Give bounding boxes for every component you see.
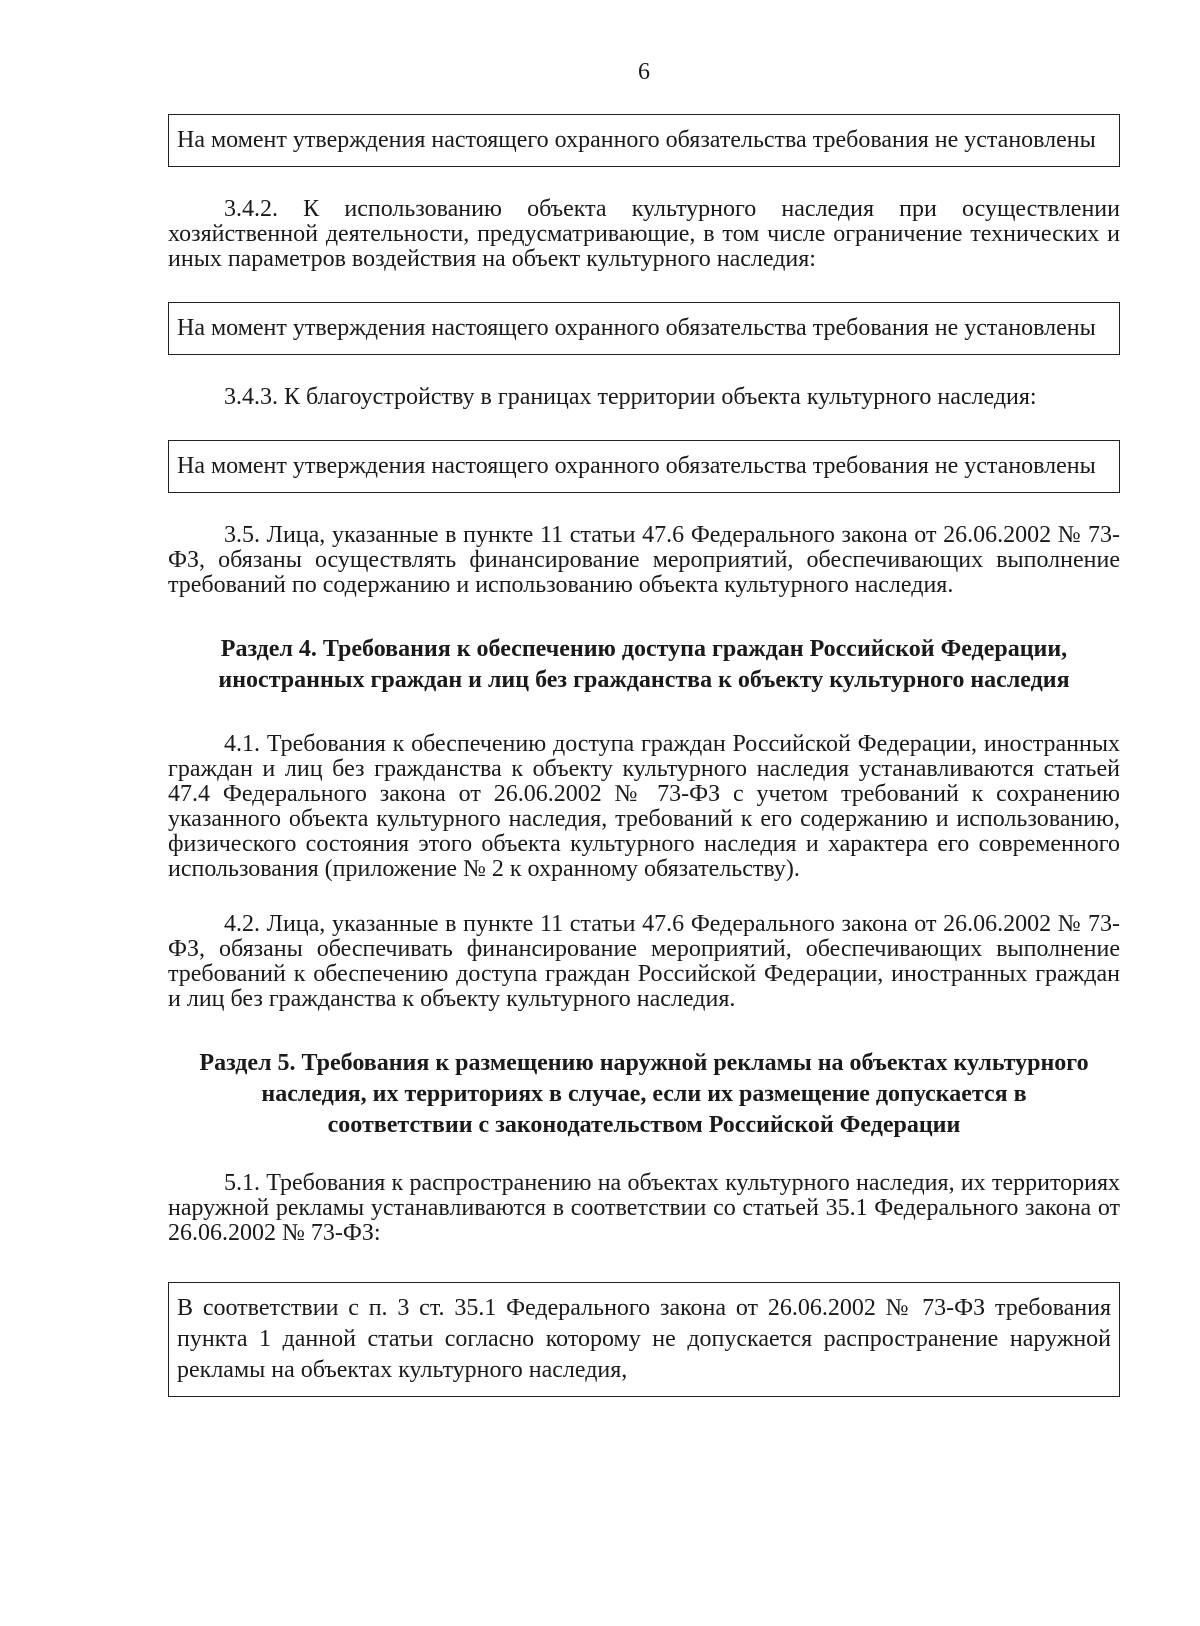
section-5-heading: Раздел 5. Требования к размещению наружной рекламы на объектах культурного наследия, их территориях в случае, если их размещение допускается в соответствии с законодательством Российской Федерации	[199, 1050, 1089, 1138]
section-4-heading: Раздел 4. Требования к обеспечению доступа граждан Российской Федерации, иностранных граждан и лиц без гражданства к объекту культурного наследия	[218, 636, 1070, 693]
document-page	[168, 58, 1120, 1397]
page-number: 6	[638, 59, 650, 85]
requirements-box-2: На момент утверждения настоящего охранного обязательства требования не установлены	[168, 302, 1120, 355]
paragraph-3-4-3: 3.4.3. К благоустройству в границах территории объекта культурного наследия:	[224, 384, 1037, 410]
paragraph-3-5: 3.5. Лица, указанные в пункте 11 статьи 47.6 Федерального закона от 26.06.2002 № 73-ФЗ, обязаны осуществлять финансирование мероприятий, обеспечивающих выполнение требований по содержанию и использованию объекта культурного наследия.	[168, 522, 1120, 598]
advertising-requirements-box: В соответствии с п. 3 ст. 35.1 Федерального закона от 26.06.2002 № 73-ФЗ требования пункта 1 данной статьи согласно которому не допускается распространение наружной рекламы на объектах культурного наследия,	[168, 1282, 1120, 1397]
requirements-box-3: На момент утверждения настоящего охранного обязательства требования не установлены	[168, 440, 1120, 493]
paragraph-5-1: 5.1. Требования к распространению на объектах культурного наследия, их территориях наружной рекламы устанавливаются в соответствии со статьей 35.1 Федерального закона от 26.06.2002 № 73-ФЗ:	[168, 1170, 1120, 1246]
paragraph-3-4-2: 3.4.2. К использованию объекта культурного наследия при осуществлении хозяйственной деятельности, предусматривающие, в том числе ограничение технических и иных параметров воздействия на объект культурного наследия:	[168, 196, 1120, 272]
requirements-box-1: На момент утверждения настоящего охранного обязательства требования не установлены	[168, 114, 1120, 167]
paragraph-4-1: 4.1. Требования к обеспечению доступа граждан Российской Федерации, иностранных граждан и лиц без гражданства к объекту культурного наследия устанавливаются статьей 47.4 Федерального закона от 26.06.2002 № 73-ФЗ с учетом требований к сохранению указанного объекта культурного наследия, требований к его содержанию и использованию, физического состояния этого объекта культурного наследия и характера его современного использования (приложение № 2 к охранному обязательству).	[168, 731, 1120, 882]
paragraph-4-2: 4.2. Лица, указанные в пункте 11 статьи 47.6 Федерального закона от 26.06.2002 № 73-ФЗ, обязаны обеспечивать финансирование мероприятий, обеспечивающих выполнение требований к обеспечению доступа граждан Российской Федерации, иностранных граждан и лиц без гражданства к объекту культурного наследия.	[168, 911, 1120, 1012]
